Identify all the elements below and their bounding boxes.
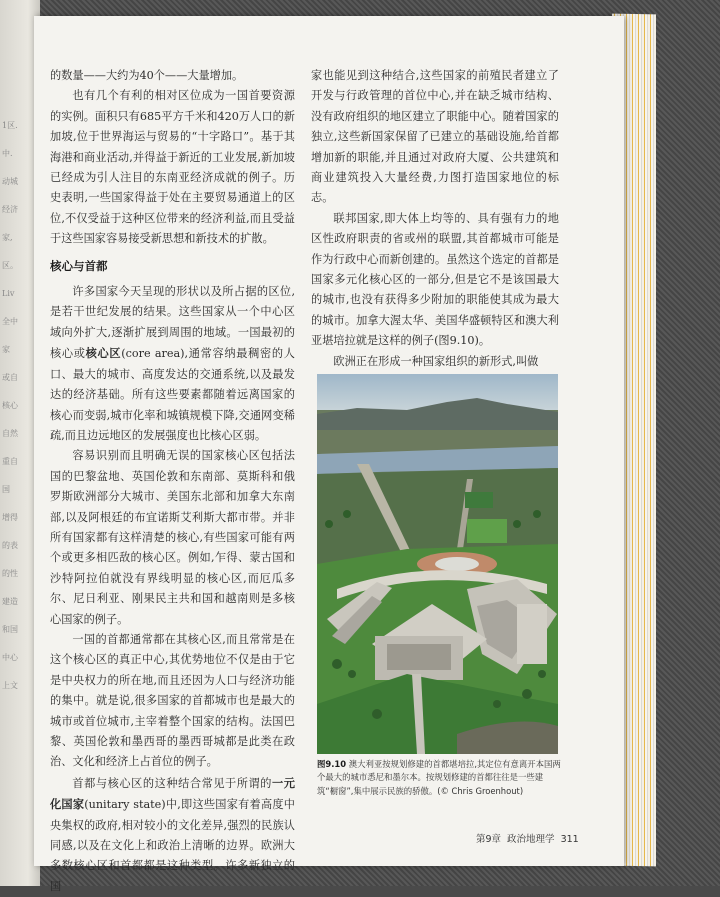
- left-page-fragment: 的表: [2, 541, 18, 550]
- left-page-fragment: 区。: [2, 261, 18, 270]
- figure-caption: [317, 758, 563, 798]
- page-footer: [476, 831, 585, 845]
- paragraph-core-area: 许多国家今天呈现的形状以及所占据的区位,是若干世纪发展的结果。这些国家从一个中心区域向外扩大,逐渐扩展到周围的地域。一国最初的核心或核心区(core area),通常容纳最稠密的人口、最大的城市、高度发达的交通系统,以及最发达的经济基础。所有这些要素都随着远离国家的核心而变弱,城市化率和城镇规模下降,交通网变稀疏,而且边远地区的发展强度也比核心区弱。: [50, 285, 295, 442]
- section-heading: 核心与首都: [50, 258, 108, 273]
- figure-credit: (© Chris Groenhout): [437, 785, 524, 796]
- left-page-fragment: 1区.: [2, 121, 18, 130]
- left-page-fragment: 建造: [2, 597, 18, 606]
- left-page-fragment: 和国: [2, 625, 18, 634]
- book-page: [34, 16, 624, 893]
- left-page-fragment: 自然: [2, 429, 18, 438]
- left-page-fragment: 全中: [2, 317, 18, 326]
- canberra-aerial-photo: [317, 374, 558, 754]
- paragraph-core-examples: 容易识别而且明确无误的国家核心区包括法国的巴黎盆地、英国伦敦和东南部、莫斯科和俄罗斯欧洲部分大城市、美国东北部和加拿大东南部,以及阿根廷的布宜诺斯艾利斯大都市带。并非所有国家都有这样清楚的核心,有些国家可能有两个或更多相匹敌的核心区。例如,乍得、蒙古国和沙特阿拉伯就没有界线明显的核心区,而厄瓜多尔、尼日利亚、刚果民主共和国和越南则是多核心国家的例子。: [50, 449, 295, 626]
- left-page-fragment: 中.: [2, 149, 13, 158]
- left-page-fragment: 或自: [2, 373, 18, 382]
- left-page-fragment: 家,: [2, 233, 13, 242]
- left-page-fragment: 国: [2, 485, 10, 494]
- left-page-fragment: 上文: [2, 681, 18, 690]
- left-page-fragment: 动城: [2, 177, 18, 186]
- left-page-fragment: 核心: [2, 401, 18, 410]
- paragraph-capital: 一国的首都通常都在其核心区,而且常常是在这个核心区的真正中心,其优势地位不仅是由于它是中央权力的所在地,而且还因为人口与经济功能的集中。就是说,很多国家的首都城市也是最大的城市或首位城市,主宰着整个国家的结构。法国巴黎、英国伦敦和墨西哥的墨西哥城都是此类在政治、文化和经济上占首位的例子。: [50, 632, 295, 769]
- paragraph-singapore: 也有几个有利的相对区位成为一国首要资源的实例。面积只有685平方千米和420万人口的新加坡,位于世界海运与贸易的“十字路口”。基于其海港和商业活动,并得益于新近的工业发展,新加坡已经成为引人注目的东南亚经济成就的例子。历史表明,一些国家得益于处在主要贸易通道上的区位,不仅受益于这种区位带来的经济利益,而且受益于这些国家容易接受新思想和新技术的扩散。: [50, 89, 295, 246]
- footer-title: 政治地理学: [507, 834, 555, 845]
- left-page-fragment: 家: [2, 345, 10, 354]
- paragraph-unitary-state: 首都与核心区的这种结合常见于所谓的一元化国家(unitary state)中,即这些国家有着高度中央集权的政府,相对较小的文化差异,强烈的民族认同感,以及在文化上和政治上清晰的边界。欧洲大多数核心区和首都都是这种类型。许多新独立的国: [50, 775, 295, 893]
- term-core-area: 核心区: [85, 346, 122, 361]
- paragraph-colonial: 家也能见到这种结合,这些国家的前殖民者建立了开发与行政管理的首位中心,并在缺乏城市结构、没有政府组织的地区建立了职能中心。随着国家的独立,这些新国家保留了已建立的基础设施,给首都增加新的职能,并且通过对政府大厦、公共建筑和商业建筑投入大量经费,力图打造国家地位的标志。: [311, 69, 559, 205]
- paragraph-federal: 联邦国家,即大体上均等的、具有强有力的地区性政府职责的省或州的联盟,其首都城市可能是作为行政中心而新创建的。虽然这个选定的首都是国家多元化核心区的一部分,但是它不是该国最大的城市,也没有获得多少附加的职能使其成为最大的城市。加拿大渥太华、美国华盛顿特区和澳大利亚堪培拉就是这样的例子(图9.10)。: [311, 211, 559, 348]
- paragraph-europe: 欧洲正在形成一种国家组织的新形式,叫做: [333, 354, 539, 368]
- left-page-fragment: 重自: [2, 457, 18, 466]
- footer-chapter: 第9章: [476, 834, 502, 845]
- left-page-fragment: 增得: [2, 513, 18, 522]
- figure-text: 澳大利亚按规划修建的首都堪培拉,其定位有意离开本国两个最大的城市悉尼和墨尔本。按规划修建的首都往往是一些建筑“橱窗”,集中展示民族的骄傲。: [317, 759, 561, 796]
- left-page-fragment: 的性: [2, 569, 18, 578]
- right-column: [311, 66, 559, 372]
- page-number: 311: [560, 834, 579, 845]
- left-column: [50, 66, 295, 897]
- left-page-fragment: Liv: [2, 289, 15, 298]
- figure-label: 图9.10: [317, 759, 347, 769]
- left-page-fragment: 中心: [2, 653, 18, 662]
- paragraph-continued: 的数量——大约为40个——大量增加。: [50, 69, 244, 82]
- term-unitary-state: 一元化国家: [50, 775, 295, 812]
- left-page-fragment: 经济: [2, 205, 18, 214]
